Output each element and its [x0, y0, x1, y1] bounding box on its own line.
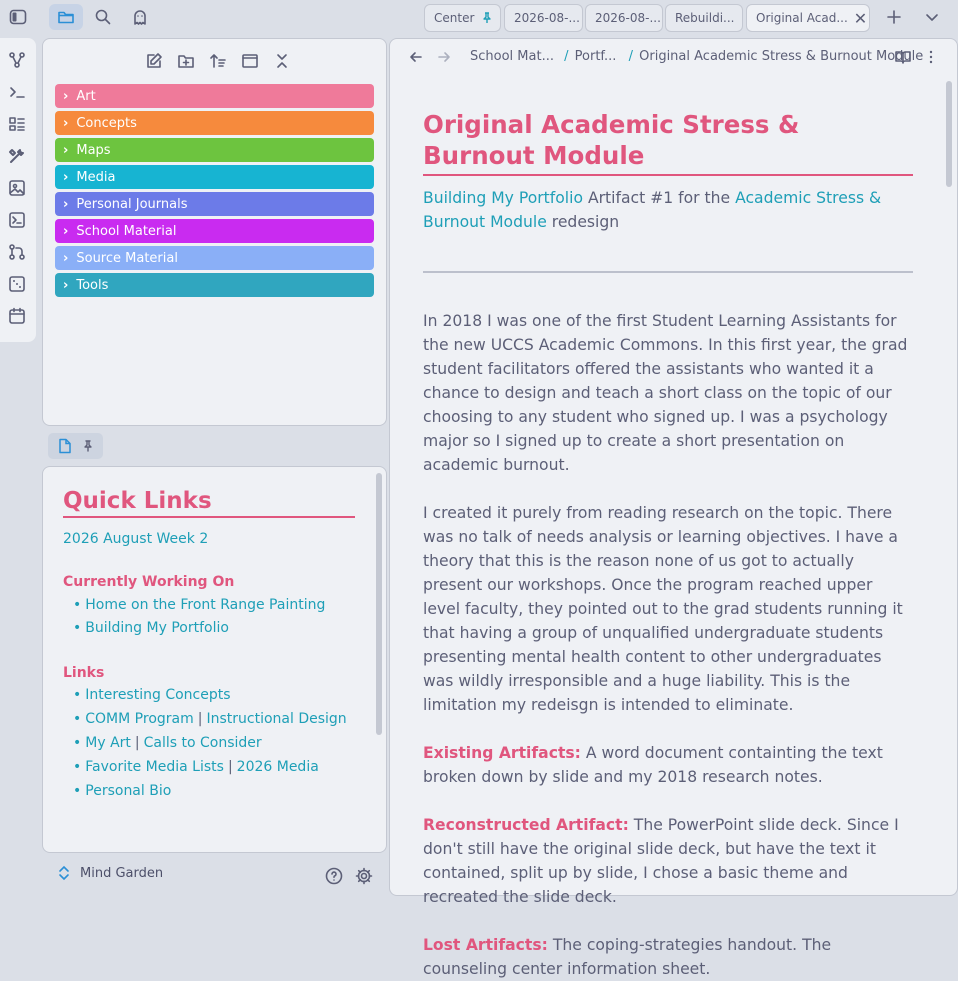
- bullet-list-item: [73, 620, 229, 636]
- new-tab-button[interactable]: [879, 4, 909, 30]
- link-separator: |: [134, 735, 140, 751]
- tools-icon: [8, 147, 26, 165]
- breadcrumb: [470, 49, 923, 64]
- tab-label: 2026-08-...: [595, 11, 661, 25]
- quick-link[interactable]: 2026 Media: [236, 759, 319, 775]
- book-open-icon: [894, 48, 912, 66]
- window-icon: [241, 52, 259, 70]
- existing-label: Existing Artifacts:: [423, 744, 581, 762]
- quick-link[interactable]: Calls to Consider: [143, 735, 262, 751]
- tab-label: Original Acad...: [756, 11, 848, 25]
- search-view-button[interactable]: [88, 4, 118, 30]
- module-link[interactable]: Academic Stress & Burnout Module: [423, 189, 882, 231]
- git-branch-icon: [8, 243, 26, 261]
- lost-artifacts-paragraph: [423, 933, 913, 981]
- quick-link[interactable]: Favorite Media Lists: [85, 759, 224, 775]
- folder-plus-icon: [177, 52, 195, 70]
- image-icon: [8, 179, 26, 197]
- note-intro: [423, 186, 913, 234]
- calendar-icon: [8, 307, 26, 325]
- ghost-icon: [131, 8, 149, 26]
- file-explorer-toolbar: [143, 50, 293, 72]
- graph-view-button[interactable]: [7, 50, 27, 70]
- sidebar-toggle-button[interactable]: [3, 4, 33, 30]
- chevron-right-icon: ›: [63, 223, 69, 239]
- edit-icon: [145, 52, 163, 70]
- image-button[interactable]: [7, 178, 27, 198]
- folder-label: Tools: [76, 277, 109, 293]
- collapse-all-button[interactable]: [271, 50, 293, 72]
- quick-link[interactable]: Personal Bio: [85, 783, 172, 799]
- folder-label: Maps: [76, 142, 111, 158]
- intro-text: Artifact #1 for the: [583, 189, 736, 207]
- link-separator: |: [227, 759, 233, 775]
- help-button[interactable]: [325, 867, 343, 885]
- tab-label: 2026-08-...: [514, 11, 580, 25]
- collapse-icon: [273, 52, 291, 70]
- intro-text: redesign: [546, 213, 620, 231]
- lost-text: The coping-strategies handout. The counseling center information sheet.: [423, 936, 832, 978]
- panel-scrollbar[interactable]: [376, 473, 382, 735]
- dashboard-button[interactable]: [7, 114, 27, 134]
- pin-icon[interactable]: [81, 439, 95, 453]
- pin-icon: [480, 11, 494, 25]
- ribbon: [0, 38, 36, 342]
- more-vertical-icon: [923, 48, 939, 66]
- title-underline: [63, 516, 355, 518]
- quick-links-title: Quick Links: [63, 488, 212, 514]
- chevron-right-icon: ›: [63, 142, 69, 158]
- terminal-icon: [8, 83, 26, 101]
- tab-list-button[interactable]: [917, 4, 947, 30]
- chevron-down-icon: [924, 9, 940, 25]
- folder-label: Personal Journals: [76, 196, 188, 212]
- chevron-right-icon: ›: [63, 196, 69, 212]
- folder-item[interactable]: [55, 111, 374, 135]
- reconstructed-text: The PowerPoint slide deck. Since I don't still have the original slide deck, but have the text it contained, split up by slide, I chose a basic theme and recreated the slide deck.: [423, 816, 899, 906]
- bullet: •: [73, 783, 82, 799]
- chevron-right-icon: ›: [63, 250, 69, 266]
- quick-links-panel: [42, 466, 387, 853]
- note-title: Original Academic Stress & Burnout Module: [423, 110, 800, 170]
- tab-label: Rebuildi...: [675, 11, 735, 25]
- breadcrumb-separator: /: [564, 49, 569, 64]
- calendar-button[interactable]: [7, 306, 27, 326]
- bullet: •: [73, 711, 82, 727]
- folder-item[interactable]: [55, 273, 374, 297]
- panel-tab-strip: [48, 433, 103, 459]
- week-note-link[interactable]: 2026 August Week 2: [63, 531, 209, 547]
- vault-name: Mind Garden: [80, 865, 164, 881]
- new-note-button[interactable]: [143, 50, 165, 72]
- folder-item[interactable]: [55, 246, 374, 270]
- settings-button[interactable]: [355, 867, 373, 885]
- tab-daily-note-1[interactable]: [504, 4, 583, 32]
- dice-icon: [8, 275, 26, 293]
- vault-switcher[interactable]: [58, 865, 163, 881]
- quick-link[interactable]: COMM Program: [85, 711, 194, 727]
- command-button[interactable]: [7, 210, 27, 230]
- chevron-right-icon: ›: [63, 169, 69, 185]
- folder-label: Concepts: [76, 115, 137, 131]
- lost-label: Lost Artifacts:: [423, 936, 548, 954]
- horizontal-rule: [423, 271, 913, 273]
- bullet: •: [73, 759, 82, 775]
- link-separator: |: [197, 711, 203, 727]
- editor-panel: [389, 38, 958, 978]
- tab-label: Center: [434, 11, 475, 25]
- bullet: •: [73, 597, 82, 613]
- arrow-right-icon: [436, 49, 452, 65]
- files-view-button[interactable]: [49, 4, 83, 30]
- collapse-view-button[interactable]: [239, 50, 261, 72]
- terminal-button[interactable]: [7, 82, 27, 102]
- breadcrumb-item[interactable]: Portf...: [574, 49, 617, 64]
- folder-item[interactable]: [55, 138, 374, 162]
- folder-icon: [57, 9, 75, 25]
- title-underline: [423, 174, 913, 176]
- sort-icon: [209, 52, 227, 70]
- dashboard-icon: [8, 115, 26, 133]
- tools-button[interactable]: [7, 146, 27, 166]
- existing-text: A word document containting the text broken down by slide and my 2018 research notes.: [423, 744, 883, 786]
- bullet-list-item: [73, 687, 231, 703]
- bullet: •: [73, 687, 82, 703]
- portfolio-link[interactable]: Building My Portfolio: [423, 189, 584, 207]
- breadcrumb-separator: /: [628, 49, 633, 64]
- sidebar-toggle-icon: [9, 9, 27, 25]
- paragraph-1: In 2018 I was one of the first Student Learning Assistants for the new UCCS Academic Commons. In this first year, the grad student facilitators offered the assistants who wanted it a chance to design and teach a short class on the topic of our choosing to any student who signed up. I was a psychology major so I signed up to create a short presentation on academic burnout.: [423, 312, 908, 474]
- console-icon: [8, 211, 26, 229]
- editor-scrollbar[interactable]: [946, 81, 952, 187]
- quick-link[interactable]: Instructional Design: [206, 711, 347, 727]
- back-button[interactable]: [408, 49, 424, 65]
- plus-icon: [886, 9, 902, 25]
- tab-center[interactable]: [424, 4, 501, 32]
- breadcrumb-current[interactable]: Original Academic Stress & Burnout Module: [639, 49, 924, 64]
- tab-daily-note-2[interactable]: [585, 4, 663, 32]
- quick-link[interactable]: Building My Portfolio: [85, 620, 229, 636]
- arrow-left-icon: [408, 49, 424, 65]
- links-heading: Links: [63, 665, 105, 681]
- quick-link[interactable]: Home on the Front Range Painting: [85, 597, 326, 613]
- search-icon: [94, 8, 112, 26]
- file-explorer-panel: [42, 38, 387, 426]
- gear-icon: [355, 867, 373, 885]
- reading-view-button[interactable]: [894, 48, 912, 66]
- tab-original-academic[interactable]: [746, 4, 870, 32]
- reconstructed-artifact-paragraph: [423, 813, 913, 909]
- folder-label: School Material: [76, 223, 177, 239]
- git-button[interactable]: [7, 242, 27, 262]
- chevron-right-icon: ›: [63, 88, 69, 104]
- bullet-list-item: [73, 735, 262, 751]
- folder-label: Media: [76, 169, 116, 185]
- sort-button[interactable]: [207, 50, 229, 72]
- forward-button[interactable]: [436, 49, 452, 65]
- chevron-updown-icon: [58, 865, 70, 881]
- paragraph-2: I created it purely from reading research on the topic. There was no talk of needs analysis or learning objectives. I have a theory that this is the reason none of us got to actually present our workshops. Once the program reached upper level faculty, they pointed out to the grad students running it that having a group of unqualified undergraduate students presenting mental health content to other undergraduates was wildly irresponsible and a huge liability. This is the limitation my redeisgn is intended to eliminate.: [423, 504, 903, 714]
- close-tab-icon[interactable]: ✕: [853, 8, 868, 28]
- bullet-list-item: [73, 783, 171, 799]
- random-note-button[interactable]: [7, 274, 27, 294]
- bullet-list-item: [73, 711, 347, 727]
- new-folder-button[interactable]: [175, 50, 197, 72]
- reconstructed-label: Reconstructed Artifact:: [423, 816, 629, 834]
- bullet-list-item: [73, 759, 319, 775]
- help-icon: [325, 867, 343, 885]
- folder-item[interactable]: [55, 192, 374, 216]
- chevron-right-icon: ›: [63, 277, 69, 293]
- working-heading: Currently Working On: [63, 574, 235, 590]
- ghost-view-button[interactable]: [125, 4, 155, 30]
- quick-link[interactable]: Interesting Concepts: [85, 687, 231, 703]
- more-options-button[interactable]: [923, 48, 939, 66]
- folder-item[interactable]: [55, 84, 374, 108]
- folder-item[interactable]: [55, 165, 374, 189]
- bullet: •: [73, 620, 82, 636]
- quick-link[interactable]: My Art: [85, 735, 131, 751]
- file-icon[interactable]: [57, 438, 73, 454]
- folder-label: Art: [76, 88, 96, 104]
- bullet-list-item: [73, 597, 325, 613]
- graph-icon: [8, 51, 26, 69]
- bullet: •: [73, 735, 82, 751]
- tab-rebuilding[interactable]: [665, 4, 743, 32]
- note-content: [423, 109, 913, 981]
- breadcrumb-item[interactable]: School Mat...: [470, 49, 554, 64]
- chevron-right-icon: ›: [63, 115, 69, 131]
- folder-label: Source Material: [76, 250, 178, 266]
- existing-artifacts-paragraph: [423, 741, 913, 789]
- folder-item[interactable]: [55, 219, 374, 243]
